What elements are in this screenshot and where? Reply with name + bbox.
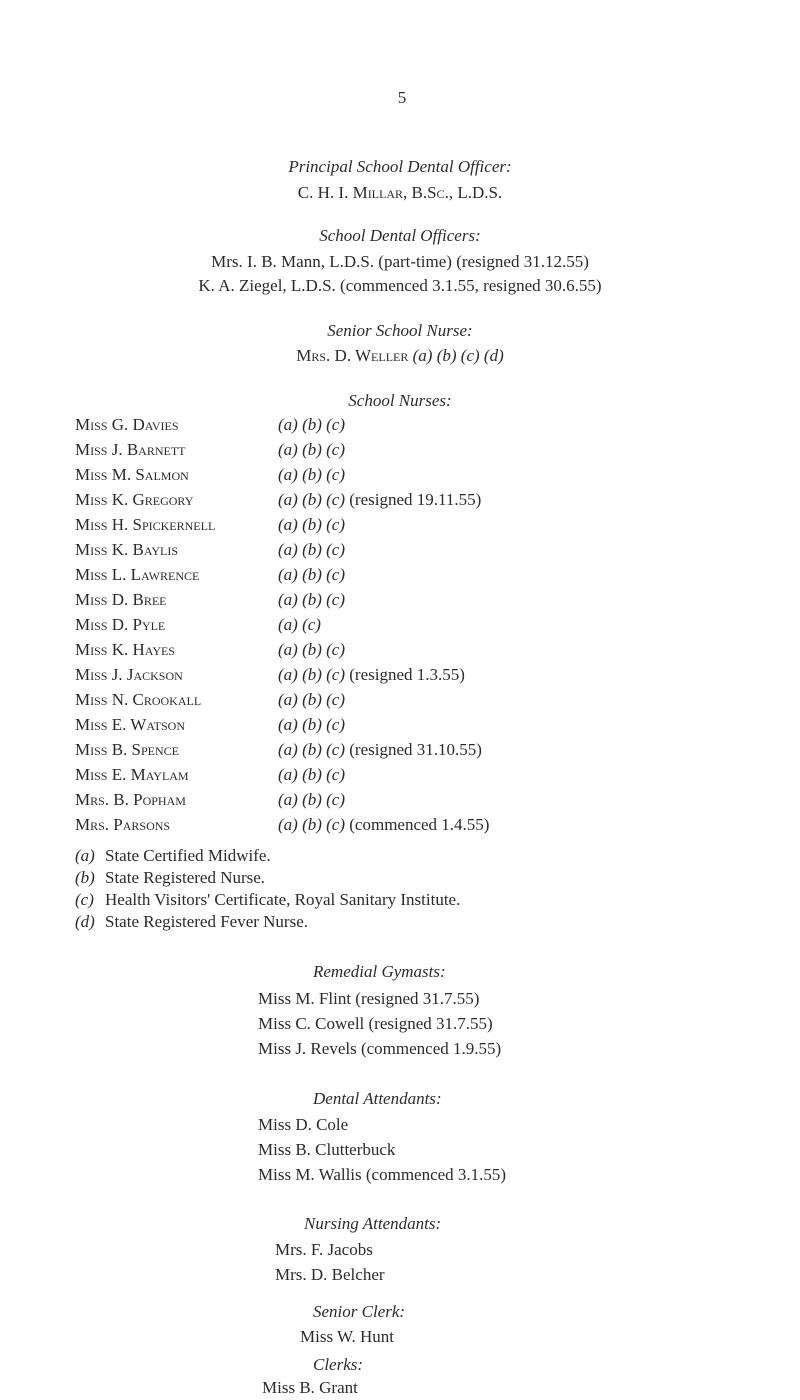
senior-nurse: Mrs. D. Weller (a) (b) (c) (d) <box>296 346 504 365</box>
nurse-name: Miss J. Barnett <box>75 440 186 459</box>
key-item: (a) State Certified Midwife. <box>75 846 271 865</box>
nurse-name: Miss M. Salmon <box>75 465 189 484</box>
dental-attendant: Miss D. Cole <box>258 1115 349 1134</box>
dental-officer: Mrs. I. B. Mann, L.D.S. (part-time) (resigned 31.12.55) <box>211 252 589 271</box>
nurse-name: Miss K. Hayes <box>75 640 175 659</box>
nursing-attendant: Mrs. D. Belcher <box>275 1265 385 1284</box>
nurse-quals: (a) (b) (c) <box>278 690 346 709</box>
key-item: (c) Health Visitors' Certificate, Royal Sanitary Institute. <box>75 890 461 909</box>
nursing-attendants-heading: Nursing Attendants: <box>304 1214 442 1233</box>
clerk: Miss B. Grant <box>262 1378 358 1397</box>
gymnast: Miss C. Cowell (resigned 31.7.55) <box>258 1014 493 1033</box>
nurse-name: Miss B. Spence <box>75 740 180 759</box>
nurse-name: Mrs. Parsons <box>75 815 171 834</box>
principal-heading: Principal School Dental Officer: <box>288 157 512 176</box>
nurse-quals: (a) (c) <box>278 615 321 634</box>
nurse-quals: (a) (b) (c) <box>278 715 346 734</box>
gymnast: Miss J. Revels (commenced 1.9.55) <box>258 1039 502 1058</box>
senior-nurse-heading: Senior School Nurse: <box>327 321 473 340</box>
nurse-name: Miss H. Spickernell <box>75 515 216 534</box>
nurse-quals: (a) (b) (c) <box>278 515 346 534</box>
nurse-name: Miss N. Crookall <box>75 690 202 709</box>
nurse-name: Miss G. Davies <box>75 415 179 434</box>
nurse-name: Miss K. Baylis <box>75 540 179 559</box>
gymnasts-heading: Remedial Gymasts: <box>313 962 446 981</box>
nurse-quals: (a) (b) (c) <box>278 440 346 459</box>
dental-attendants-heading: Dental Attendants: <box>313 1089 442 1108</box>
dental-officer: K. A. Ziegel, L.D.S. (commenced 3.1.55, resigned 30.6.55) <box>198 276 602 295</box>
nurse-quals: (a) (b) (c) <box>278 565 346 584</box>
nurse-quals: (a) (b) (c) <box>278 465 346 484</box>
dental-attendant: Miss B. Clutterbuck <box>258 1140 396 1159</box>
nurse-name: Miss E. Maylam <box>75 765 189 784</box>
school-nurses-heading: School Nurses: <box>348 391 452 410</box>
nurse-name: Miss D. Pyle <box>75 615 166 634</box>
nurse-quals: (a) (b) (c) <box>278 590 346 609</box>
clerks-heading: Clerks: <box>313 1355 364 1374</box>
page-number: 5 <box>397 88 407 107</box>
nurse-name: Mrs. B. Popham <box>75 790 186 809</box>
nurse-quals: (a) (b) (c) (resigned 31.10.55) <box>278 740 482 759</box>
key-item: (d) State Registered Fever Nurse. <box>75 912 308 931</box>
nurse-name: Miss J. Jackson <box>75 665 183 684</box>
dental-officers-heading: School Dental Officers: <box>319 226 481 245</box>
dental-attendant: Miss M. Wallis (commenced 3.1.55) <box>258 1165 507 1184</box>
nurse-quals: (a) (b) (c) (resigned 19.11.55) <box>278 490 482 509</box>
nurse-name: Miss L. Lawrence <box>75 565 200 584</box>
nurse-quals: (a) (b) (c) (resigned 1.3.55) <box>278 665 465 684</box>
nursing-attendant: Mrs. F. Jacobs <box>275 1240 373 1259</box>
nurse-name: Miss D. Bree <box>75 590 167 609</box>
key-item: (b) State Registered Nurse. <box>75 868 266 887</box>
nurse-name: Miss E. Watson <box>75 715 186 734</box>
senior-clerk: Miss W. Hunt <box>300 1327 394 1346</box>
senior-clerk-heading: Senior Clerk: <box>313 1302 406 1321</box>
nurse-quals: (a) (b) (c) <box>278 765 346 784</box>
nurse-name: Miss K. Gregory <box>75 490 194 509</box>
principal-officer: C. H. I. Millar, B.Sc., L.D.S. <box>297 183 503 202</box>
nurse-quals: (a) (b) (c) <box>278 790 346 809</box>
nurse-quals: (a) (b) (c) <box>278 540 346 559</box>
nurse-quals: (a) (b) (c) <box>278 415 346 434</box>
gymnast: Miss M. Flint (resigned 31.7.55) <box>258 989 480 1008</box>
nurse-quals: (a) (b) (c) <box>278 640 346 659</box>
nurse-quals: (a) (b) (c) (commenced 1.4.55) <box>278 815 490 834</box>
